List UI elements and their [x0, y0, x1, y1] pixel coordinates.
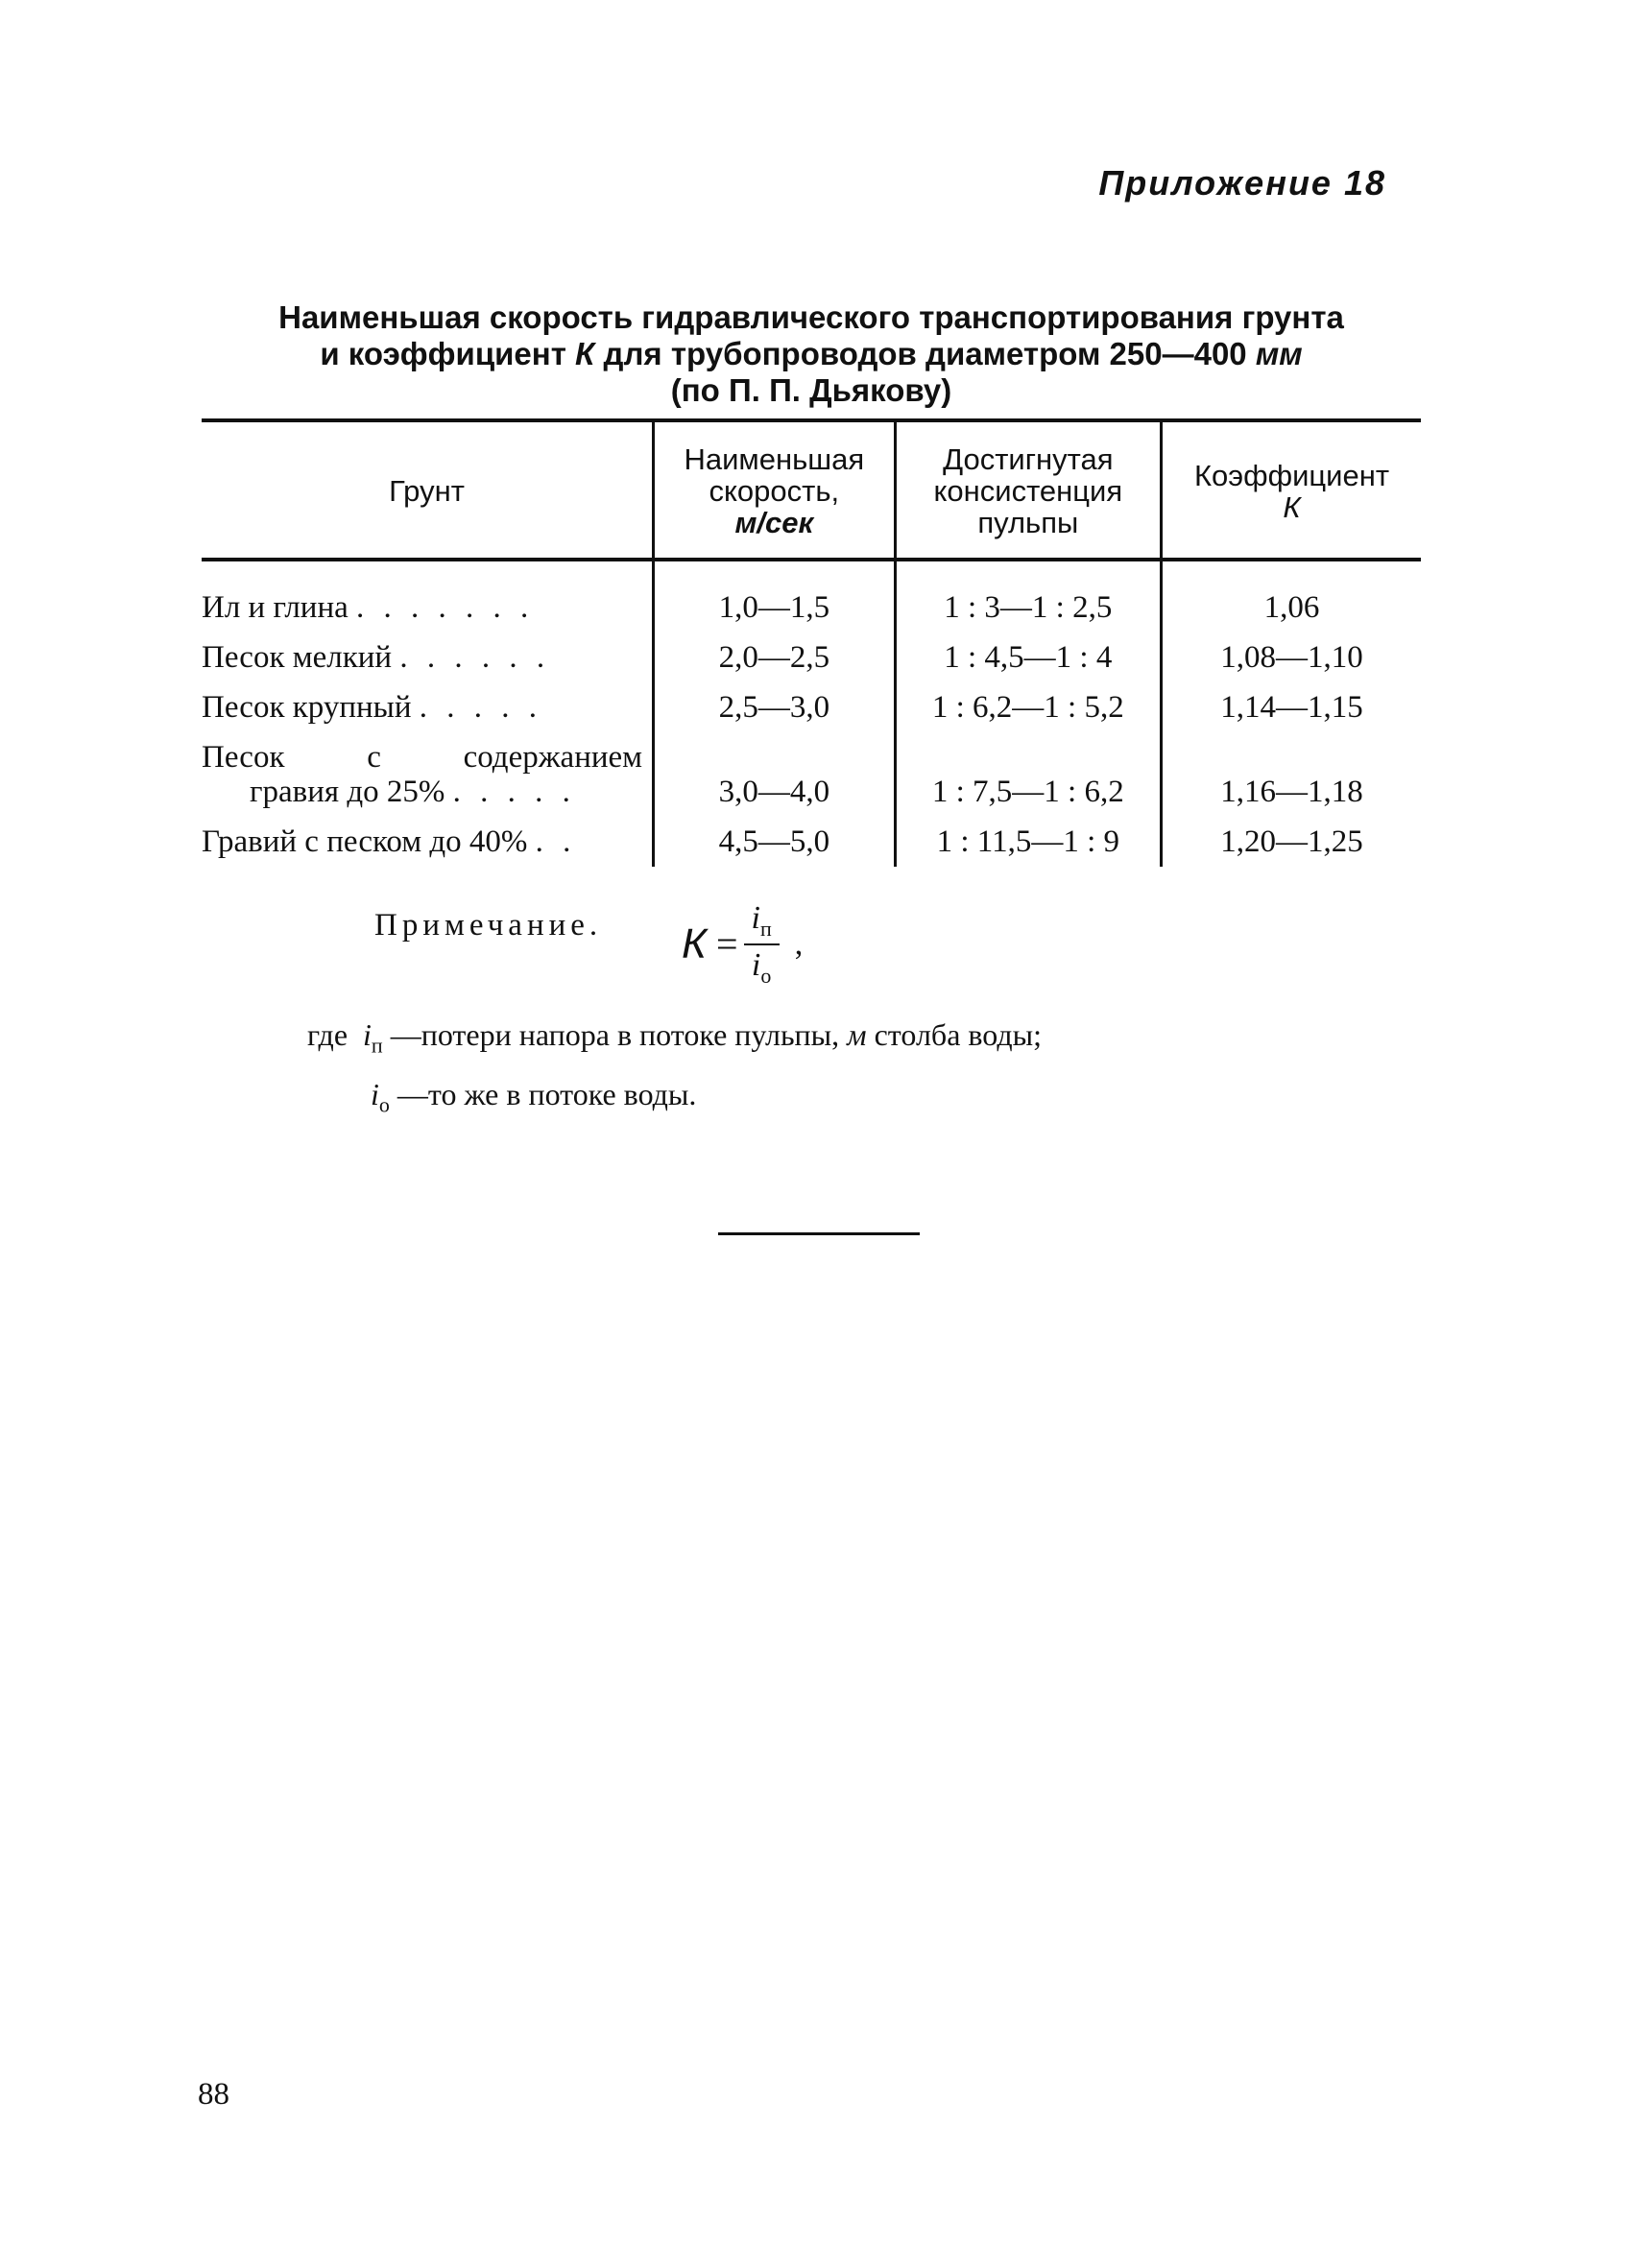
soil-word: с: [367, 740, 381, 775]
cell-speed: 1,0—1,5: [654, 560, 896, 633]
header-coefficient-line-1: Коэффициент: [1193, 458, 1390, 492]
def1-subscript: п: [371, 1033, 383, 1058]
leader-dots: . . . . . . .: [356, 590, 535, 625]
header-speed: [654, 420, 896, 560]
cell-consistency: 1 : 6,2—1 : 5,2: [895, 682, 1161, 732]
def2-subscript: о: [378, 1092, 390, 1117]
definition-line-2: [371, 1077, 696, 1117]
cell-coefficient: 1,20—1,25: [1162, 817, 1421, 867]
note-label: Примечание.: [374, 908, 603, 943]
header-speed-line-2: скорость,: [709, 474, 840, 508]
cell-soil: [202, 560, 654, 633]
cell-soil: [202, 817, 654, 867]
cell-soil: [202, 682, 654, 732]
header-consistency-line-2: консистенция: [933, 474, 1123, 508]
cell-speed: 2,5—3,0: [654, 682, 896, 732]
table-row: [202, 732, 1421, 817]
header-speed-unit: м/сек: [734, 506, 814, 539]
cell-consistency: 1 : 11,5—1 : 9: [895, 817, 1161, 867]
appendix-label: Приложение 18: [1098, 163, 1386, 203]
data-table: [202, 418, 1421, 867]
cell-soil: [202, 633, 654, 682]
denominator-subscript: о: [760, 963, 772, 988]
soil-word: Песок: [202, 740, 285, 775]
leader-dots: . .: [535, 824, 577, 859]
title-line-3: (по П. П. Дьякову): [670, 372, 952, 408]
cell-coefficient: 1,08—1,10: [1162, 633, 1421, 682]
title-unit: мм: [1255, 336, 1303, 371]
header-soil: Грунт: [202, 420, 654, 560]
cell-consistency: 1 : 3—1 : 2,5: [895, 560, 1161, 633]
table-row: [202, 633, 1421, 682]
header-consistency: [895, 420, 1161, 560]
soil-name: гравия до 25%: [250, 775, 445, 809]
cell-consistency: 1 : 7,5—1 : 6,2: [895, 732, 1161, 817]
definition-line-1: [307, 1017, 1042, 1058]
table-header-row: [202, 420, 1421, 560]
table-title: [173, 299, 1450, 409]
def1-text-a: —потери напора в потоке пульпы,: [382, 1017, 848, 1052]
header-consistency-line-1: Достигнутая: [943, 442, 1114, 476]
end-divider: [718, 1232, 920, 1235]
header-coefficient-symbol: К: [1283, 489, 1301, 524]
soil-name: Ил и глина: [202, 590, 348, 625]
fraction-numerator: [744, 900, 780, 945]
leader-dots: . . . . .: [419, 690, 542, 725]
formula: [682, 900, 803, 989]
page-number: 88: [198, 2077, 229, 2112]
def2-text: —то же в потоке воды.: [389, 1077, 697, 1111]
title-line-2: [173, 336, 1450, 372]
numerator-subscript: п: [759, 916, 772, 941]
title-k-symbol: К: [575, 336, 595, 371]
title-line-2-middle: для трубопроводов диаметром 250—400: [594, 336, 1256, 371]
cell-coefficient: 1,16—1,18: [1162, 732, 1421, 817]
cell-speed: 4,5—5,0: [654, 817, 896, 867]
fraction-denominator: [744, 945, 779, 989]
header-speed-line-1: Наименьшая: [684, 442, 865, 476]
cell-speed: 2,0—2,5: [654, 633, 896, 682]
title-line-1: Наименьшая скорость гидравлического транспортирования грунта: [278, 299, 1344, 335]
header-coefficient: [1162, 420, 1421, 560]
denominator-symbol: i: [751, 946, 761, 983]
soil-name: Песок крупный: [202, 690, 412, 725]
formula-comma: ,: [794, 925, 804, 962]
formula-fraction: [744, 900, 780, 989]
soil-name-line-1: [202, 740, 642, 775]
table-row: [202, 817, 1421, 867]
table-row: [202, 682, 1421, 732]
soil-name-line-2: [202, 775, 642, 809]
formula-equals: =: [715, 922, 738, 967]
cell-coefficient: 1,06: [1162, 560, 1421, 633]
table-row: [202, 560, 1421, 633]
soil-word: содержанием: [463, 740, 643, 775]
def2-symbol: i: [371, 1077, 379, 1111]
cell-speed: 3,0—4,0: [654, 732, 896, 817]
def1-unit: м: [847, 1017, 867, 1052]
leader-dots: . . . . . .: [399, 640, 551, 675]
soil-name: Песок мелкий: [202, 640, 393, 675]
title-line-2-start: и коэффициент: [320, 336, 576, 371]
cell-consistency: 1 : 4,5—1 : 4: [895, 633, 1161, 682]
cell-coefficient: 1,14—1,15: [1162, 682, 1421, 732]
def1-symbol: i: [363, 1017, 372, 1052]
def1-text-b: столба воды;: [866, 1017, 1043, 1052]
leader-dots: . . . . .: [452, 775, 576, 809]
cell-soil: [202, 732, 654, 817]
soil-name: Гравий с песком до 40%: [202, 824, 528, 859]
data-table-container: [202, 418, 1421, 867]
formula-k: К: [682, 919, 707, 967]
numerator-symbol: i: [751, 900, 760, 936]
header-consistency-line-3: пульпы: [977, 506, 1079, 539]
where-word: где: [307, 1017, 348, 1052]
